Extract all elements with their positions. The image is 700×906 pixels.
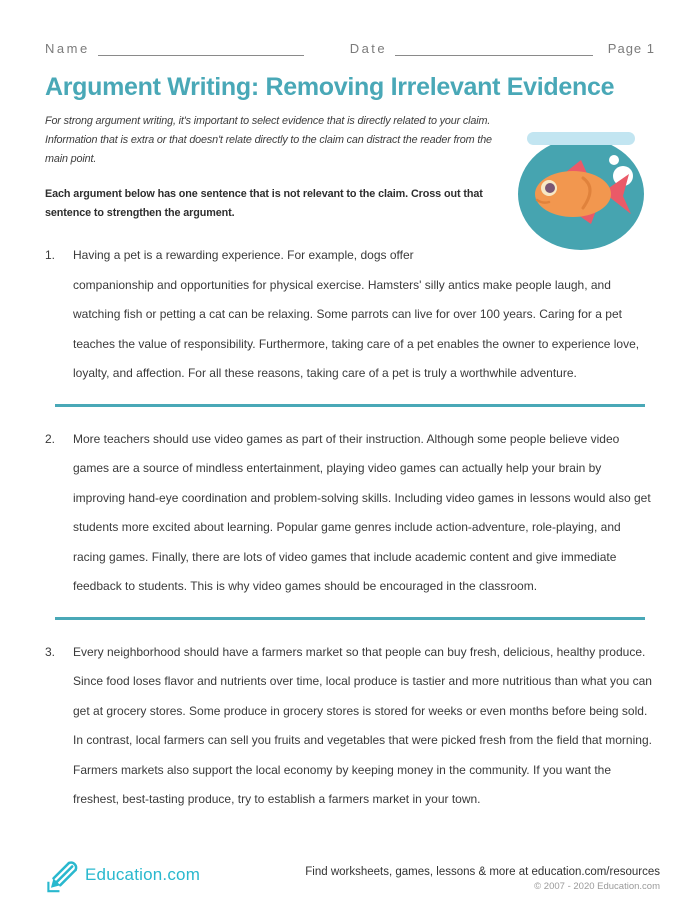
argument-paragraph-1 (45, 241, 655, 389)
brand-wordmark: Education.com (85, 865, 201, 884)
fishbowl-fish-icon (507, 130, 655, 250)
footer-resources-text: Find worksheets, games, lessons & more at education.com/resources (305, 865, 660, 878)
argument-number-3: 3. (45, 644, 56, 659)
argument-paragraph-2 (45, 425, 655, 602)
intro-text: For strong argument writing, it's important to select evidence that is directly related to your claim. Information that is extra or that doesn't relate directly to the claim can distract the reader from the main point. (45, 115, 492, 165)
date-label: Date (349, 41, 388, 56)
instructions-text: Each argument below has one sentence that is not relevant to the claim. Cross out that sentence to strengthen the argument. (45, 188, 483, 219)
section-divider (55, 617, 645, 620)
page-number-label: Page 1 (607, 41, 655, 56)
name-blank-line[interactable] (98, 41, 304, 56)
date-blank-line[interactable] (395, 41, 593, 56)
footer-text-block (305, 864, 660, 894)
section-divider (55, 404, 645, 407)
name-label: Name (45, 41, 90, 56)
argument-paragraph-3 (45, 638, 655, 815)
argument-number-2: 2. (45, 431, 56, 446)
page-title: Argument Writing: Removing Irrelevant Evidence (45, 73, 615, 101)
argument-text-2: More teachers should use video games as part of their instruction. Although some people believe video games are a source of mindless entertainment, playing video games can actually help your brain by improving hand-eye coordination and problem-solving skills. Including video games in lessons would also get students more excited about learning. Popular game genres include action-adventure, role-playing, and racing games. Finally, there are lots of video games that include academic content and give immediate feedback to students. This is why video games should be encouraged in the classroom. (73, 431, 651, 593)
argument-number-1: 1. (45, 248, 56, 262)
worksheet-header (45, 38, 655, 56)
argument-text-1: Having a pet is a rewarding experience. For example, dogs offer companionship and opportunities for physical exercise. Hamsters' silly antics make people laugh, and watching fish or petting a cat can be relaxing. Some parrots can live for over 100 years. Caring for a pet teaches the value of responsibility. Furthermore, taking care of a pet enables the owner to experience love, loyalty, and affection. For all these reasons, taking care of a pet is truly a worthwhile adventure. (73, 248, 640, 380)
worksheet-footer (45, 856, 660, 894)
pencil-logo-icon (45, 856, 79, 894)
education-logo (45, 856, 200, 894)
footer-copyright: © 2007 - 2020 Education.com (534, 881, 660, 893)
argument-text-3: Every neighborhood should have a farmers market so that people can buy fresh, delicious, healthy produce. Since food loses flavor and nutrients over time, local produce is tastier and more nutritious than what you can get at grocery stores. Some produce in grocery stores is stored for weeks or even months before being sold. In contrast, local farmers can sell you fruits and vegetables that were picked fresh from the field that morning. Farmers markets also support the local economy by keeping money in the community. If you want the freshest, best-tasting produce, try to establish a farmers market in your town. (73, 644, 652, 806)
worksheet-body (45, 112, 655, 815)
